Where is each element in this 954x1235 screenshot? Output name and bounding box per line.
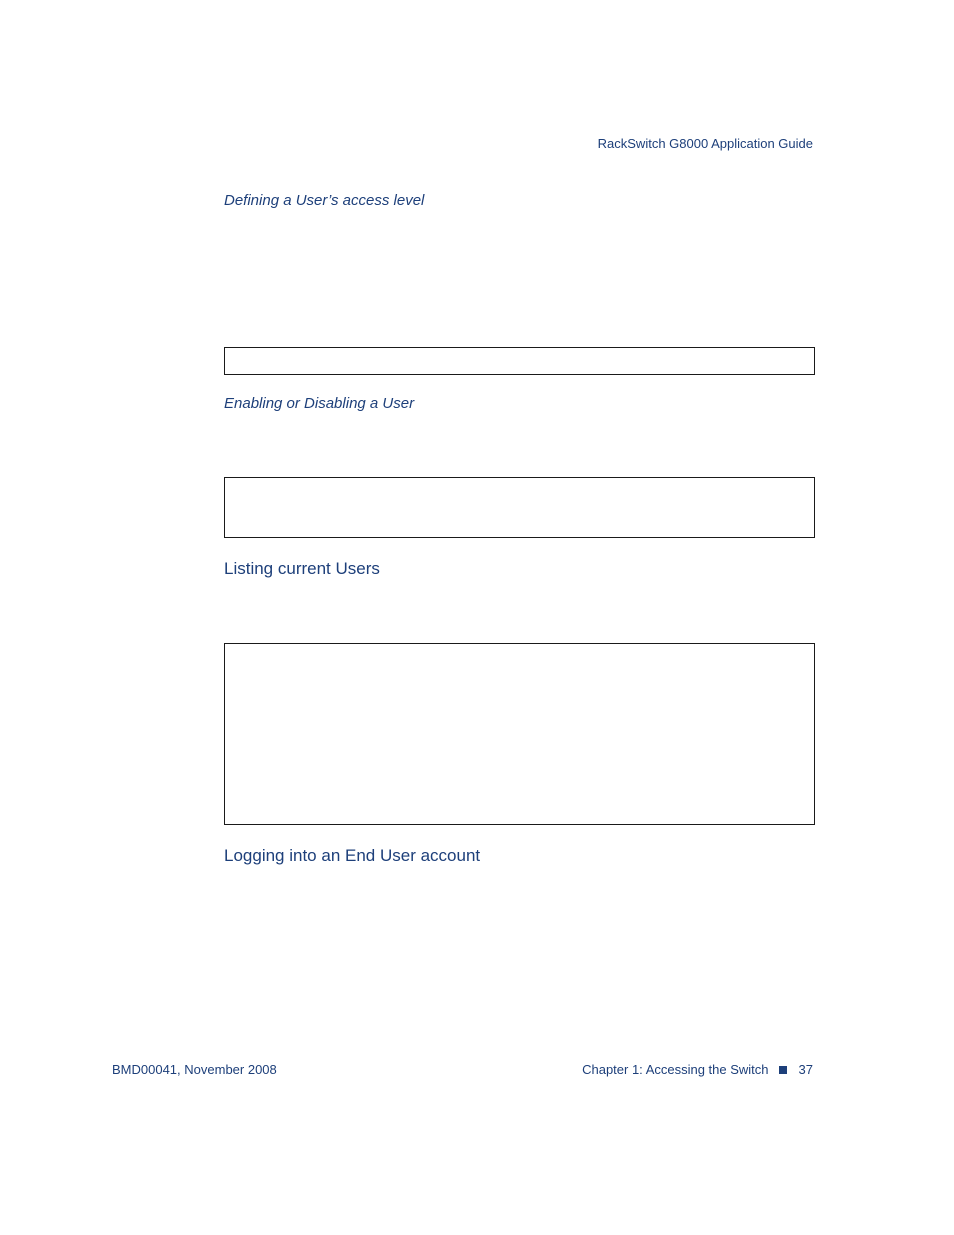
command-box-enable-disable [224,477,815,538]
footer-document-id: BMD00041, November 2008 [112,1062,277,1077]
section-heading-listing-users: Listing current Users [224,559,380,578]
footer-chapter-info [582,1062,813,1077]
command-box-listing-users [224,643,815,825]
square-bullet-icon [779,1066,787,1074]
footer-page-number: 37 [798,1062,813,1077]
command-box-access-level [224,347,815,375]
subsection-heading-defining-access-level: Defining a User’s access level [224,192,425,209]
section-heading-logging-end-user: Logging into an End User account [224,846,481,865]
footer-chapter-title: Chapter 1: Accessing the Switch [582,1062,769,1077]
running-header: RackSwitch G8000 Application Guide [597,136,813,151]
subsection-heading-enabling-disabling-user: Enabling or Disabling a User [224,395,415,412]
